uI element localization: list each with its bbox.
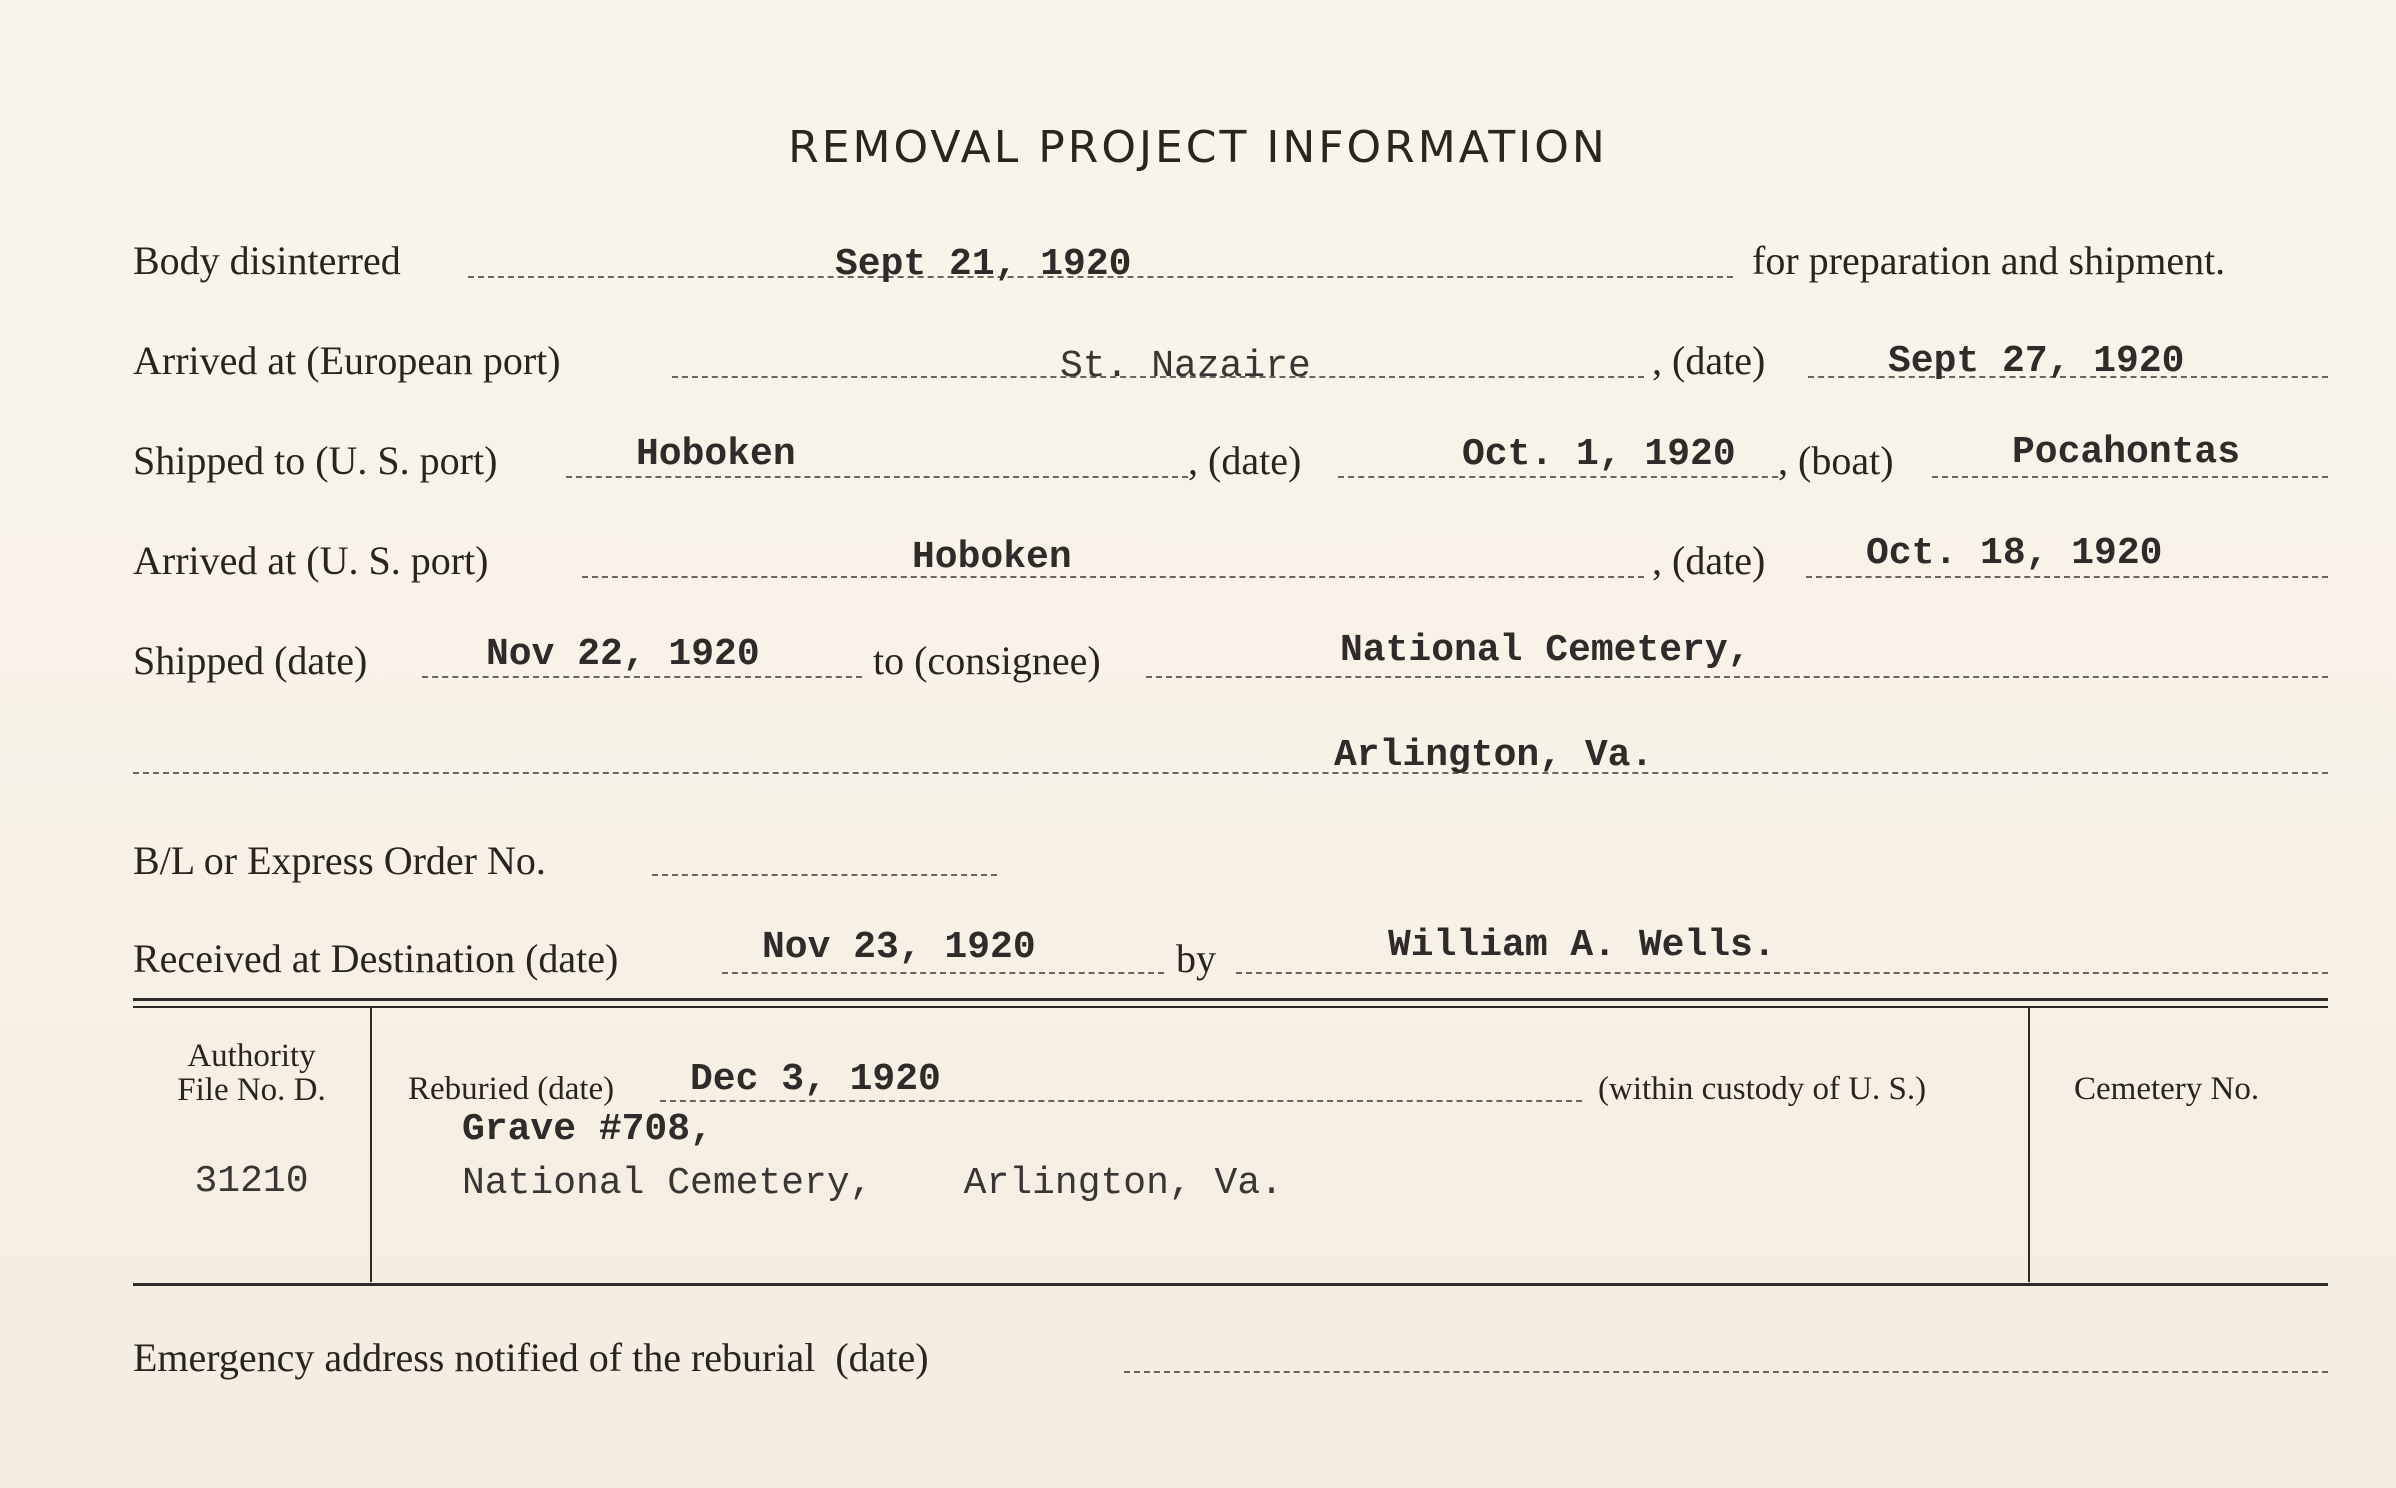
body-disinterred-label: Body disinterred bbox=[133, 238, 401, 283]
shipped-us-date-label: , (date) bbox=[1188, 438, 1302, 483]
emergency-date-line bbox=[1124, 1371, 2328, 1373]
received-by-line bbox=[1236, 972, 2328, 974]
cemetery-no-label: Cemetery No. bbox=[2074, 1071, 2260, 1107]
arrived-us-date-label: , (date) bbox=[1652, 538, 1766, 583]
consignee-continuation-line bbox=[133, 772, 2328, 774]
shipped-us-date-value: Oct. 1, 1920 bbox=[1462, 433, 1736, 476]
grave-number-value: Grave #708, bbox=[462, 1108, 713, 1151]
emergency-address-label: Emergency address notified of the reburial (date) bbox=[133, 1335, 929, 1380]
form-title: REMOVAL PROJECT INFORMATION bbox=[788, 122, 1608, 173]
reburied-date-value: Dec 3, 1920 bbox=[690, 1058, 941, 1101]
preparation-shipment-label: for preparation and shipment. bbox=[1752, 238, 2226, 283]
file-number-value: 31210 bbox=[194, 1160, 309, 1203]
box-bottom-rule bbox=[133, 1283, 2328, 1286]
authority-label-line1: Authority bbox=[187, 1038, 316, 1074]
shipped-us-port-line bbox=[566, 476, 1188, 478]
consignee-line1-value: National Cemetery, bbox=[1340, 629, 1751, 672]
european-date-label: , (date) bbox=[1652, 338, 1766, 383]
boat-line bbox=[1932, 476, 2328, 478]
within-custody-label: (within custody of U. S.) bbox=[1598, 1071, 1927, 1107]
bl-order-line bbox=[652, 874, 997, 876]
shipped-date-label: Shipped (date) bbox=[133, 638, 368, 683]
boat-label: , (boat) bbox=[1778, 438, 1894, 483]
european-port-value: St. Nazaire bbox=[1060, 345, 1311, 388]
received-by-value: William A. Wells. bbox=[1388, 924, 1776, 967]
received-destination-label: Received at Destination (date) bbox=[133, 936, 619, 981]
european-date-value: Sept 27, 1920 bbox=[1888, 340, 2185, 383]
shipped-date-value: Nov 22, 1920 bbox=[486, 633, 760, 676]
received-by-label: by bbox=[1176, 936, 1216, 981]
consignee-line2-value: Arlington, Va. bbox=[1334, 734, 1654, 777]
box-divider-right bbox=[2028, 1008, 2030, 1282]
cemetery-location-value: National Cemetery, Arlington, Va. bbox=[462, 1162, 1283, 1205]
authority-label-line2: File No. D. bbox=[177, 1072, 326, 1108]
arrived-us-date-value: Oct. 18, 1920 bbox=[1866, 532, 2163, 575]
arrived-us-port-line bbox=[582, 576, 1644, 578]
box-top-rule bbox=[133, 998, 2328, 1001]
boat-name-value: Pocahontas bbox=[2012, 431, 2241, 474]
consignee-line bbox=[1146, 676, 2328, 678]
box-divider-left bbox=[370, 1008, 372, 1282]
shipped-us-date-line bbox=[1338, 476, 1778, 478]
box-top-rule-inner bbox=[133, 1006, 2328, 1008]
received-date-line bbox=[722, 972, 1164, 974]
reburied-label: Reburied (date) bbox=[408, 1071, 615, 1107]
arrived-us-port-label: Arrived at (U. S. port) bbox=[133, 538, 489, 583]
arrived-us-date-line bbox=[1806, 576, 2328, 578]
bl-order-label: B/L or Express Order No. bbox=[133, 838, 546, 883]
arrived-european-label: Arrived at (European port) bbox=[133, 338, 561, 383]
consignee-label: to (consignee) bbox=[873, 638, 1101, 683]
shipped-us-port-label: Shipped to (U. S. port) bbox=[133, 438, 498, 483]
shipped-date-line bbox=[422, 676, 862, 678]
received-date-value: Nov 23, 1920 bbox=[762, 926, 1036, 969]
us-port-arrived-value: Hoboken bbox=[912, 536, 1072, 579]
disinterred-date-value: Sept 21, 1920 bbox=[835, 243, 1132, 286]
us-port-shipped-value: Hoboken bbox=[636, 433, 796, 476]
